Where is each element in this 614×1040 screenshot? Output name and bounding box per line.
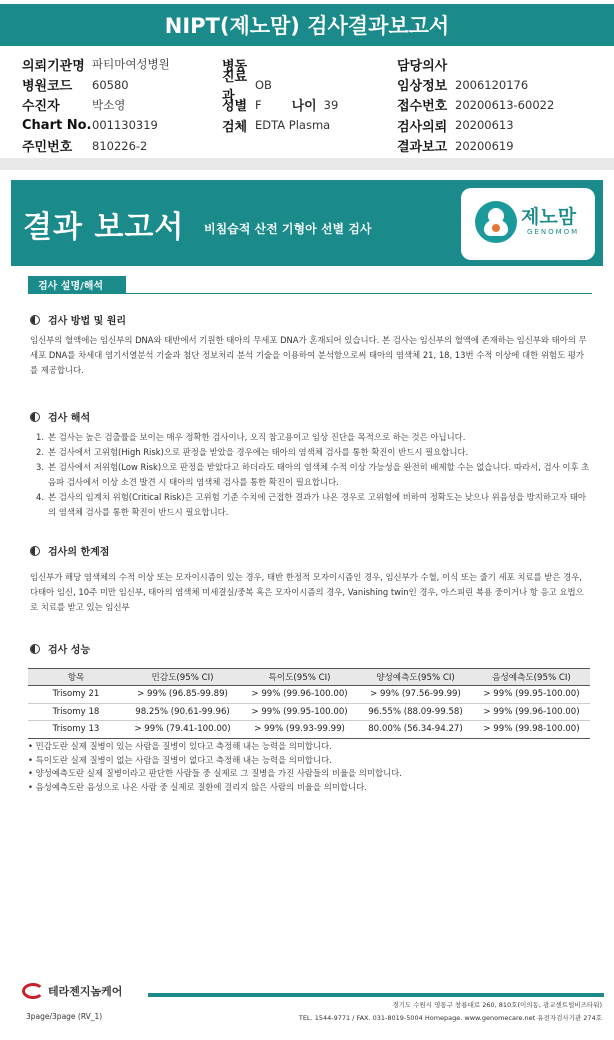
section-tab: 검사 설명/해석	[28, 276, 126, 293]
info-label: 검사의뢰	[397, 119, 448, 135]
info-value: 810226-2	[92, 138, 148, 153]
table-row	[28, 721, 590, 739]
info-label: 의뢰기관명	[22, 58, 85, 74]
company-contact: TEL. 1544-9771 / FAX. 031-8019-5004 Homepage. www.genomecare.net 유전자검사기관 274호	[298, 1014, 602, 1022]
section-divider	[28, 293, 592, 294]
table-cell: 80.00% (56.34-94.27)	[358, 721, 473, 739]
info-value: F	[255, 97, 262, 112]
performance-table	[28, 668, 590, 739]
info-label: 검체	[222, 119, 248, 135]
list-item: 4. 본 검사의 임계치 위험(Critical Risk)은 고위험 기준 수치에 근접한 결과가 나온 경우로 고위험에 비하여 정확도는 낮으나 위음성을 방지하고자 태아의 염색체 검사를 통한 확진이 반드시 필요합니다.	[36, 492, 586, 517]
table-cell: > 99% (99.96-100.00)	[473, 703, 590, 721]
info-label: 성별	[222, 99, 248, 115]
info-label: 주민번호	[22, 140, 73, 156]
note-item: • 양성예측도란 실제 질병이라고 판단한 사람들 중 실제로 그 질병을 가진 사람들의 비율을 의미합니다.	[28, 768, 402, 778]
company-address: 경기도 수원시 영통구 창룡대로 260, 810호(이의동, 광교센트럴비즈타워)	[392, 1001, 602, 1009]
half-circle-bullet-icon	[30, 412, 40, 422]
banner-title: 결과 보고서	[23, 210, 185, 245]
info-value: 001130319	[92, 118, 158, 133]
info-label: 병원코드	[22, 79, 73, 95]
table-cell: > 99% (99.98-100.00)	[473, 721, 590, 739]
table-header: 항목	[28, 669, 124, 686]
patient-info-grid	[22, 54, 602, 156]
list-item: 1. 본 검사는 높은 검출률을 보이는 매우 정확한 검사이나, 오직 참고용이고 임상 진단을 목적으로 하는 것은 아닙니다.	[36, 432, 466, 442]
table-cell: Trisomy 18	[28, 703, 124, 721]
info-label: 접수번호	[397, 99, 448, 115]
table-cell: > 99% (79.41-100.00)	[124, 721, 241, 739]
note-item: • 특이도란 실제 질병이 없는 사람을 질병이 없다고 측정해 내는 능력을 의미합니다.	[28, 754, 332, 765]
mother-baby-icon	[475, 201, 517, 243]
info-label: Chart No.	[22, 117, 92, 133]
info-value: 20200613-60022	[455, 97, 555, 112]
section-heading-limits: 검사의 한계점	[30, 543, 109, 558]
note-item: • 음성예측도란 음성으로 나온 사람 중 실제로 질환에 걸리지 않은 사람의 비율을 의미합니다.	[28, 781, 367, 792]
half-circle-bullet-icon	[30, 315, 40, 325]
table-header: 음성예측도(95% CI)	[473, 669, 590, 686]
info-row	[22, 95, 602, 115]
report-title: NIPT(제노맘) 검사결과보고서	[0, 4, 614, 46]
table-row	[28, 686, 590, 704]
age-label: 나이	[291, 99, 317, 115]
info-value: 20200613	[455, 118, 514, 133]
table-cell: > 99% (99.93-99.99)	[241, 721, 358, 739]
info-label: 수진자	[22, 99, 60, 115]
info-label: 결과보고	[397, 140, 448, 156]
table-row	[28, 703, 590, 721]
info-row	[22, 69, 602, 104]
spacer	[0, 950, 614, 960]
company-name: 테라젠지놈케어	[48, 985, 123, 998]
performance-notes	[28, 740, 590, 794]
table-cell: > 99% (99.95-100.00)	[241, 703, 358, 721]
info-value: OB	[255, 77, 272, 92]
genomom-logo	[461, 188, 595, 260]
list-item: 2. 본 검사에서 고위험(High Risk)으로 판정을 받았을 경우에는 태아의 염색체 검사를 통한 확진이 반드시 필요합니다.	[36, 447, 469, 457]
interpretation-list	[30, 430, 590, 520]
half-circle-bullet-icon	[30, 644, 40, 654]
separator-band	[0, 158, 614, 170]
table-cell: > 99% (96.85-99.89)	[124, 686, 241, 704]
info-label: 임상정보	[397, 79, 448, 95]
table-header: 양성예측도(95% CI)	[358, 669, 473, 686]
page-number: 3page/3page (RV_1)	[26, 1012, 103, 1021]
list-item: 3. 본 검사에서 저위험(Low Risk)으로 판정을 받았다고 하더라도 태아의 염색체 수적 이상 가능성을 완전히 배제할 수는 없습니다. 따라서, 검사 이후 초음파 검사에서 이상 소견 발견 시 태아의 염색체 검사를 통한 확진이 필요합니다.	[36, 462, 590, 487]
info-value: 박소영	[92, 97, 126, 112]
info-value: 20200619	[455, 138, 514, 153]
half-circle-bullet-icon	[30, 546, 40, 556]
info-value: 파티마여성병원	[92, 57, 170, 72]
info-value: 2006120176	[455, 77, 529, 92]
banner-subtitle: 비침습적 산전 기형아 선별 검사	[204, 222, 372, 236]
section-heading-method: 검사 방법 및 원리	[30, 312, 126, 327]
info-value: EDTA Plasma	[255, 118, 331, 133]
logo-text: 제노맘	[521, 206, 577, 228]
table-cell: Trisomy 13	[28, 721, 124, 739]
age-value: 39	[323, 97, 339, 112]
table-cell: 98.25% (90.61-99.96)	[124, 703, 241, 721]
company-logo	[22, 983, 122, 999]
section-heading-interpretation: 검사 해석	[30, 409, 90, 424]
table-cell: Trisomy 21	[28, 686, 124, 704]
info-row	[22, 115, 602, 135]
table-cell: 96.55% (88.09-99.58)	[358, 703, 473, 721]
info-label: 담당의사	[397, 58, 448, 74]
footer-divider	[148, 993, 604, 997]
table-cell: > 99% (99.96-100.00)	[241, 686, 358, 704]
section-heading-performance: 검사 성능	[30, 641, 90, 656]
note-item: • 민감도란 실제 질병이 있는 사람을 질병이 있다고 측정해 내는 능력을 의미합니다.	[28, 741, 332, 751]
method-text: 임신부의 혈액에는 임신부의 DNA와 태반에서 기원한 태아의 무세포 DNA가 혼재되어 있습니다. 본 검사는 임신부의 혈액에 존재하는 임신부와 태아의 무세포 DNA를 차세대 염기서열분석 기술과 첨단 정보처리 분석 기술을 이용하여 분석함으로써 태아의 염색체 21, 18, 13번 수적 이상에 대한 위험도 평가를 제공합니다.	[30, 335, 587, 375]
table-header-row	[28, 669, 590, 686]
table-cell: > 99% (99.95-100.00)	[473, 686, 590, 704]
info-row	[22, 136, 602, 156]
result-banner	[11, 180, 603, 266]
company-logo-icon	[22, 983, 44, 999]
limits-text: 임신부가 해당 염색체의 수적 이상 또는 모자이시즘이 있는 경우, 태반 한정적 모자이시즘인 경우, 임신부가 수혈, 이식 또는 줄기 세포 치료를 받은 경우, 다태아 임신, 10주 미만 임신부, 태아의 염색체 미세결실/중복 혹은 모자이시즘의 경우, Vanishing twin인 경우, 아스피린 복용 중이거나 항 응고 요법으로 치료를 받고 있는 임신부	[30, 572, 584, 612]
logo-subtext: GENOMOM	[527, 228, 580, 236]
table-header: 민감도(95% CI)	[124, 669, 241, 686]
info-label: 병동	[222, 58, 248, 74]
info-value: 60580	[92, 77, 129, 92]
table-header: 특이도(95% CI)	[241, 669, 358, 686]
table-cell: > 99% (97.56-99.99)	[358, 686, 473, 704]
info-label: 진료과	[222, 69, 248, 104]
